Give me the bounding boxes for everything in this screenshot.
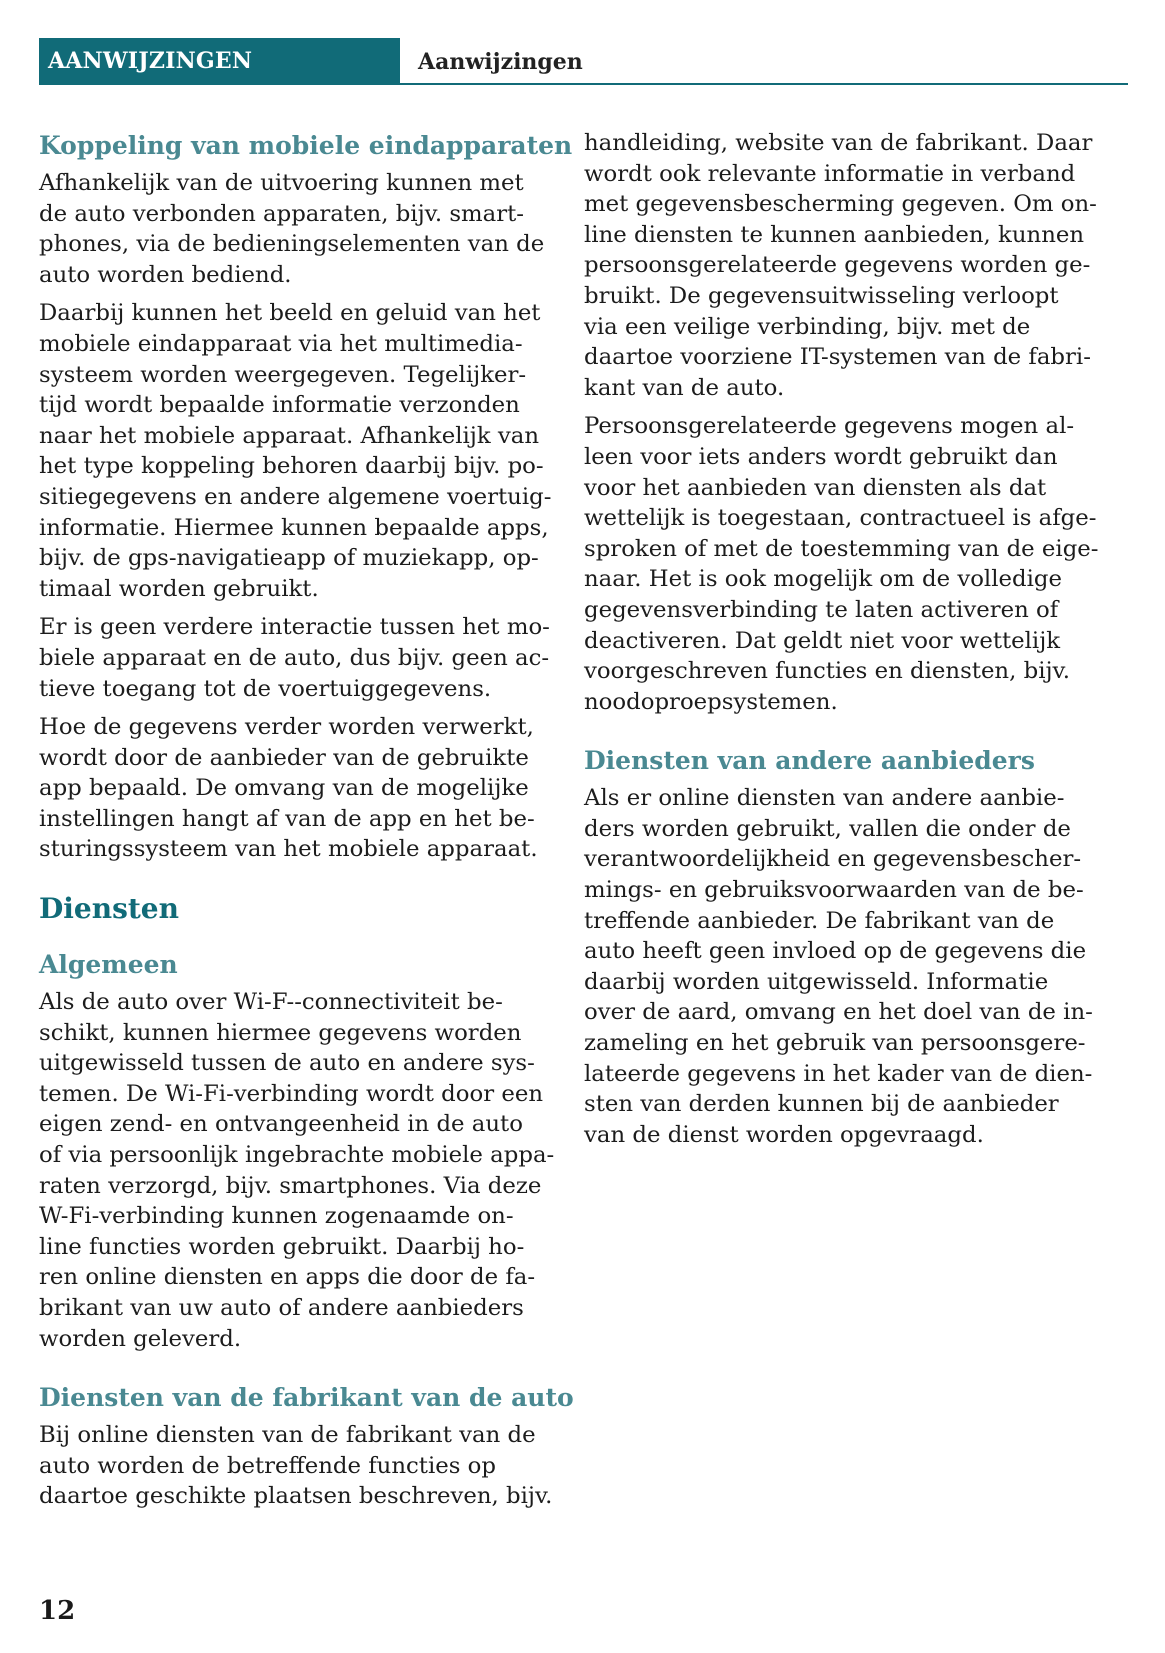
text-line: de auto verbonden apparaten, bijv. smart- [39,200,524,227]
text-line: over de aard, omvang en het doel van de in- [584,999,1093,1026]
text-line: voor het aanbieden van diensten als dat [584,474,1047,501]
text-line: eigen zend- en ontvangeenheid in de auto [39,1111,523,1138]
text-line: line diensten te kunnen aanbieden, kunnen [584,221,1085,248]
text-line: naar. Het is ook mogelijk om de volledige [584,566,1062,593]
text-line: wettelijk is toegestaan, contractueel is afge- [584,505,1097,532]
text-line: informatie. Hiermee kunnen bepaalde apps, [39,514,549,541]
text-line: mings- en gebruiksvoorwaarden van de be- [584,877,1084,904]
right-column [584,128,1099,1150]
text-line: auto worden bediend. [39,261,292,288]
paragraph-andere-1 [584,783,1093,1150]
text-line: biele apparaat en de auto, dus bijv. geen ac- [39,644,550,671]
text-line: daartoe voorziene IT-systemen van de fabri- [584,344,1091,371]
paragraph-algemeen-1 [39,987,555,1354]
text-line: tijd wordt bepaalde informatie verzonden [39,392,520,419]
text-line: timaal worden gebruikt. [39,575,319,602]
text-line: systeem worden weergegeven. Tegelijker- [39,361,527,388]
text-line: phones, via de bedieningselementen van de [39,231,545,258]
text-line: leen voor iets anders wordt gebruikt dan [584,443,1058,470]
text-line: Als de auto over Wi-F--connectiviteit be- [39,989,503,1016]
text-line: via een veilige verbinding, bijv. met de [584,313,1031,340]
text-line: brikant van uw auto of andere aanbieders [39,1295,524,1321]
page-number: 12 [39,1596,76,1626]
text-line: gegevensverbinding te laten activeren of [584,596,1059,623]
text-line: auto heeft geen invloed op de gegevens die [584,938,1087,965]
text-line: auto worden de betreffende functies op [39,1452,496,1479]
text-line: app bepaald. De omvang van de mogelijke [39,775,529,802]
page-header [39,38,1089,85]
text-line: of via persoonlijk ingebrachte mobiele appa- [39,1142,555,1169]
text-line: bruikt. De gegevensuitwisseling verloopt [584,282,1059,309]
paragraph-koppeling-4 [39,712,544,865]
text-line: sitiegegevens en andere algemene voertuig- [39,483,552,510]
text-line: ders worden gebruikt, vallen die onder de [584,815,1071,842]
text-line: daarbij worden uitgewisseld. Informatie [584,968,1049,995]
text-line: verantwoordelijkheid en gegevensbescher- [584,846,1082,873]
text-line: Hoe de gegevens verder worden verwerkt, [39,714,534,741]
text-line: naar het mobiele apparaat. Afhankelijk van [39,422,540,449]
text-line: sturingssysteem van het mobiele apparaat. [39,836,538,863]
text-line: schikt, kunnen hiermee gegevens worden [39,1019,522,1046]
text-line: bijv. de gps-navigatieapp of muziekapp, op- [39,545,539,572]
text-line: line functies worden gebruikt. Daarbij ho- [39,1233,525,1260]
text-line: instellingen hangt af van de app en het be- [39,805,535,832]
text-line: daartoe geschikte plaatsen beschreven, bijv. [39,1483,553,1510]
heading-algemeen: Algemeen [39,950,178,980]
left-column [39,128,574,1512]
text-line: wordt ook relevante informatie in verband [584,160,1076,187]
paragraph-koppeling-3 [39,612,550,704]
paragraph-right-2 [584,411,1099,717]
text-line: Afhankelijk van de uitvoering kunnen met [39,170,524,196]
text-line: Er is geen verdere interactie tussen het mo- [39,614,550,641]
heading-koppeling: Koppeling van mobiele eindapparaten [39,131,573,160]
paragraph-fabrikant-1 [39,1420,553,1512]
text-line: sten van derden kunnen bij de aanbieder [584,1091,1059,1118]
text-line: van de dienst worden opgevraagd. [584,1121,984,1148]
text-line: tieve toegang tot de voertuiggegevens. [39,675,492,702]
paragraph-koppeling-2 [39,298,552,604]
text-line: noodoproepsystemen. [584,688,838,715]
section-tab: AANWIJZINGEN [39,38,400,85]
text-line: wordt door de aanbieder van de gebruikte [39,744,529,771]
page-title: Aanwijzingen [418,49,583,75]
text-line: Persoonsgerelateerde gegevens mogen al- [584,413,1075,440]
text-line: W-Fi-verbinding kunnen zogenaamde on- [39,1203,514,1230]
text-line: persoonsgerelateerde gegevens worden ge- [584,252,1091,279]
text-line: deactiveren. Dat geldt niet voor wettelijk [584,627,1061,654]
text-line: temen. De Wi-Fi-verbinding wordt door een [39,1080,544,1107]
text-line: sproken of met de toestemming van de eige- [584,535,1099,562]
heading-andere-aanbieders: Diensten van andere aanbieders [584,746,1035,776]
paragraph-koppeling-1 [39,168,544,290]
heading-fabrikant: Diensten van de fabrikant van de auto [39,1383,574,1413]
heading-diensten: Diensten [39,892,179,926]
text-line: uitgewisseld tussen de auto en andere sys- [39,1050,535,1077]
text-line: kant van de auto. [584,374,785,401]
text-line: het type koppeling behoren daarbij bijv. po- [39,453,544,480]
text-line: raten verzorgd, bijv. smartphones. Via deze [39,1172,542,1199]
text-line: voorgeschreven functies en diensten, bijv. [584,658,1070,685]
text-line: worden geleverd. [39,1325,242,1352]
text-line: met gegevensbescherming gegeven. Om on- [584,191,1097,218]
text-line: Bij online diensten van de fabrikant van de [39,1422,536,1449]
text-line: zameling en het gebruik van persoonsgere- [584,1030,1086,1057]
text-line: treffende aanbieder. De fabrikant van de [584,907,1055,934]
text-line: ren online diensten en apps die door de fa- [39,1264,536,1291]
text-line: handleiding, website van de fabrikant. Daar [584,130,1093,156]
text-line: mobiele eindapparaat via het multimedia- [39,330,523,357]
text-line: Als er online diensten van andere aanbie- [584,785,1065,812]
header-rule [400,83,1128,85]
text-line: lateerde gegevens in het kader van de dien- [584,1060,1093,1087]
paragraph-right-1 [584,128,1097,403]
text-line: Daarbij kunnen het beeld en geluid van het [39,300,541,327]
